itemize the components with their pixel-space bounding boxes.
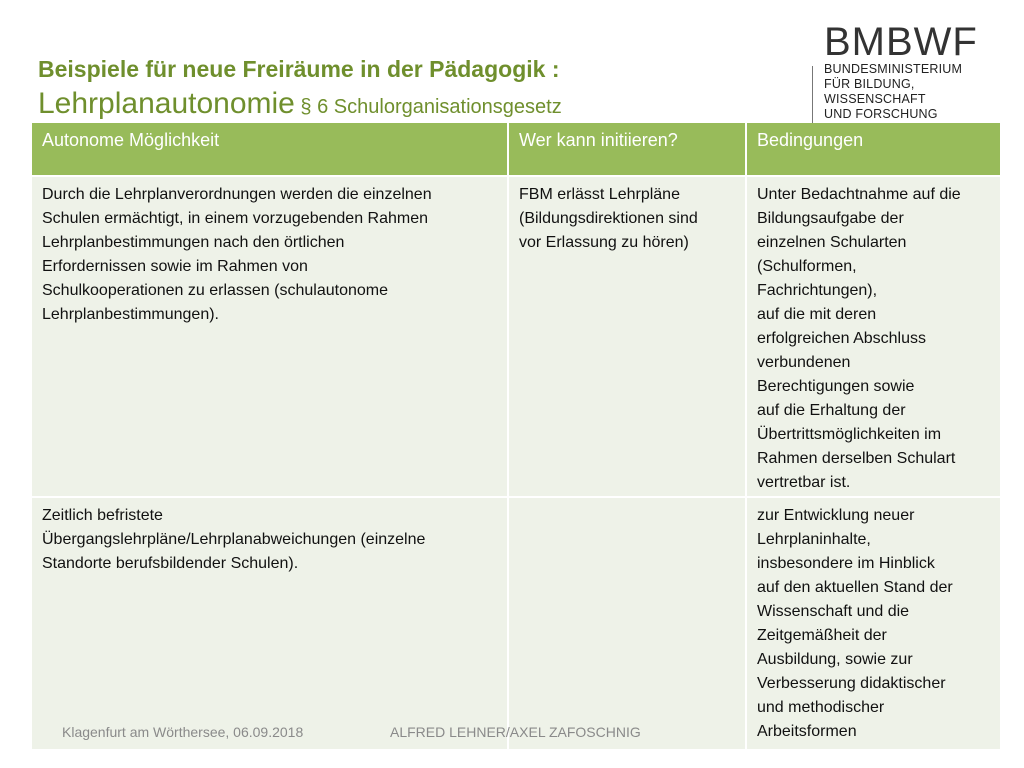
table-cell bbox=[508, 497, 746, 749]
cell-text: Zeitlich befristete Übergangslehrpläne/Lehrplanabweichungen (einzelne Standorte berufsbildender Schulen). bbox=[42, 507, 426, 572]
footer-location-date: Klagenfurt am Wörthersee, 06.09.2018 bbox=[62, 724, 304, 740]
header-wer-kann-initiieren: Wer kann initiieren? bbox=[508, 123, 746, 176]
subtitle-main: Lehrplanautonomie bbox=[38, 87, 295, 120]
slide-subtitle bbox=[38, 86, 562, 125]
logo-line-2: FÜR BILDUNG, WISSENSCHAFT bbox=[824, 77, 926, 106]
cell-text: Unter Bedachtnahme auf die Bildungsaufgabe der einzelnen Schularten (Schulformen, Fachrichtungen), auf die mit deren erfolgreichen Abschluss verbundenen Berechtigungen sowie auf die Erhaltung der Übertrittsmöglichkeiten im Rahmen derselben Schulart vertretbar ist. bbox=[757, 186, 961, 491]
cell-text: Durch die Lehrplanverordnungen werden die einzelnen Schulen ermächtigt, in einem vorzugebenden Rahmen Lehrplanbestimmungen nach den örtlichen Erfordernissen sowie im Rahmen von Schulkooperationen zu erlassen (schulautonome Lehrplanbestimmungen). bbox=[42, 186, 432, 323]
table-cell bbox=[32, 497, 508, 749]
table-cell bbox=[746, 497, 1000, 749]
subtitle-law: § 6 Schulorganisationsgesetz bbox=[294, 96, 562, 118]
logo-mark: BMBWF bbox=[824, 20, 978, 64]
footer-authors: ALFRED LEHNER/AXEL ZAFOSCHNIG bbox=[390, 724, 641, 740]
cell-text: zur Entwicklung neuer Lehrplaninhalte, insbesondere im Hinblick auf den aktuellen Stand der Wissenschaft und die Zeitgemäßheit der Ausbildung, sowie zur Verbesserung didaktischer und methodischer Arbeitsformen bbox=[757, 507, 953, 740]
table-cell bbox=[32, 176, 508, 497]
autonomy-table bbox=[32, 123, 1000, 749]
bmbwf-logo bbox=[824, 22, 1014, 133]
cell-text: FBM erlässt Lehrpläne (Bildungsdirektionen sind vor Erlassung zu hören) bbox=[519, 186, 698, 251]
logo-line-1: BUNDESMINISTERIUM bbox=[824, 62, 963, 76]
table-header-row bbox=[32, 123, 1000, 176]
slide-title: Beispiele für neue Freiräume in der Pädagogik : bbox=[38, 56, 560, 82]
logo-line-3: UND FORSCHUNG bbox=[824, 107, 938, 121]
header-bedingungen: Bedingungen bbox=[746, 123, 1000, 176]
table-cell bbox=[746, 176, 1000, 497]
table-cell bbox=[508, 176, 746, 497]
header-autonome-moeglichkeit: Autonome Möglichkeit bbox=[32, 123, 508, 176]
table-row bbox=[32, 497, 1000, 749]
table-row bbox=[32, 176, 1000, 497]
